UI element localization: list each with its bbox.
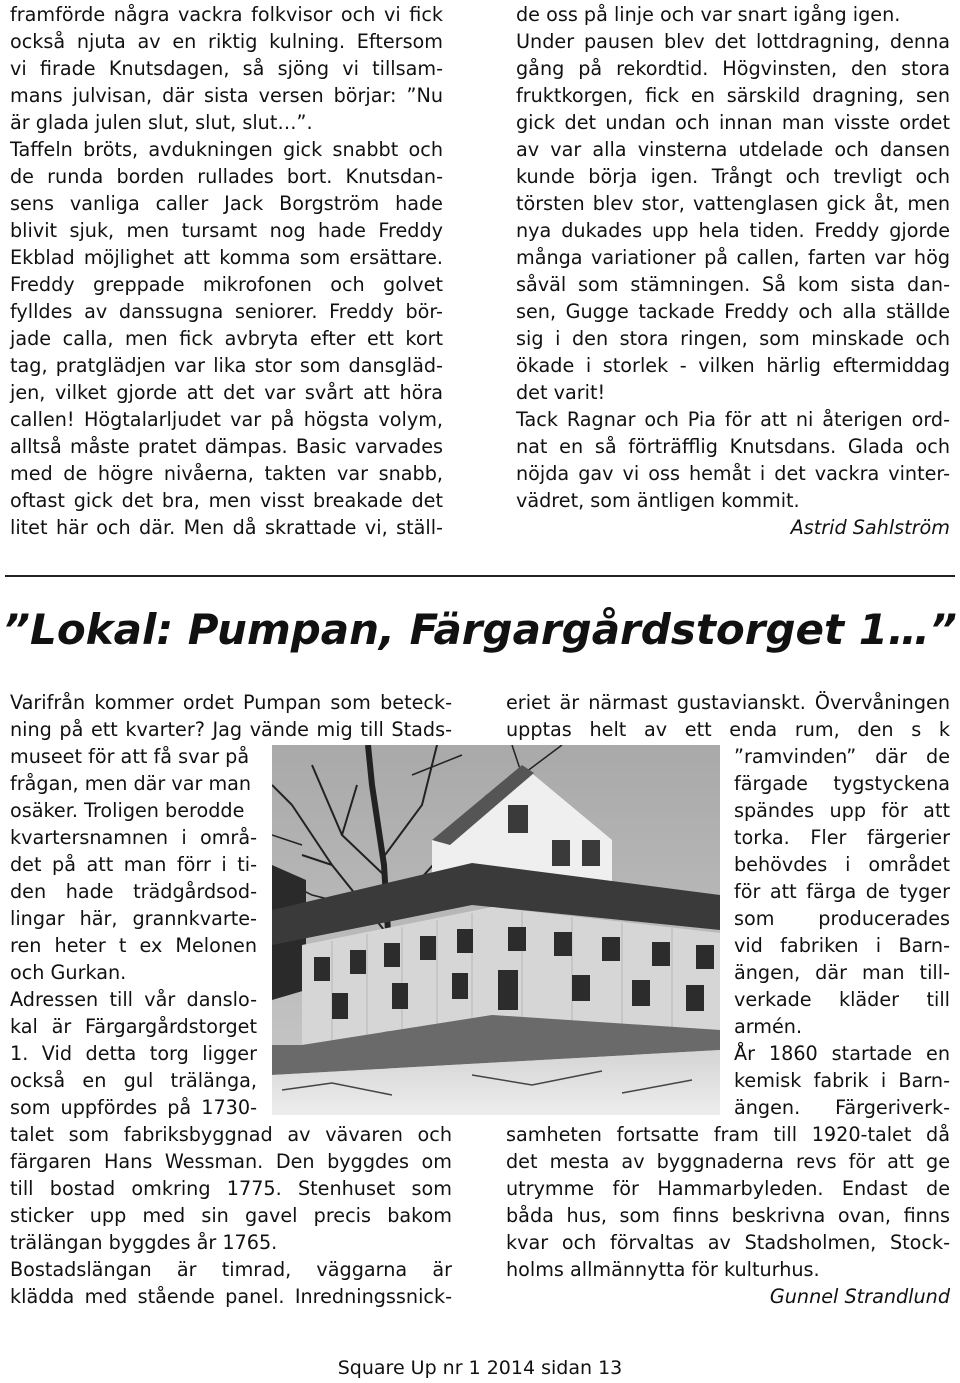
text-line: gång på rekordtid. Högvinsten, den stora: [516, 57, 950, 80]
building-photo: [272, 745, 720, 1115]
text-line: kvartersnamnen i områ-: [10, 826, 257, 849]
page-footer: Square Up nr 1 2014 sidan 13: [337, 1357, 623, 1379]
text-line: nöjda gav vi oss hemåt i det vackra vinter-: [516, 462, 950, 485]
text-line: eriet är närmast gustavianskt. Övervåningen: [506, 691, 950, 714]
text-line: sens vanliga caller Jack Borgström hade: [10, 192, 443, 215]
text-line: många variationer på callen, farten var hög: [516, 246, 950, 269]
text-line: klädda med stående panel. Inredningssnick-: [10, 1285, 452, 1308]
article1-author: Astrid Sahlström: [790, 516, 950, 539]
text-line: det mesta av byggnaderna revs för att ge: [506, 1150, 950, 1173]
text-line: spändes upp för att: [734, 799, 950, 822]
text-line: ökade i storlek - vilken härlig eftermiddag: [516, 354, 950, 377]
text-line: sig i den stora ringen, som minskade och: [516, 327, 950, 350]
text-line: och Gurkan.: [10, 961, 127, 984]
text-line: ”ramvinden” där de: [734, 745, 950, 768]
text-line: törsten blev stor, vattenglasen gick åt, men: [516, 192, 950, 215]
text-line: torka. Fler färgerier: [734, 826, 950, 849]
text-line: Freddy greppade mikrofonen och golvet: [10, 273, 443, 296]
text-line: det varit!: [516, 381, 606, 404]
text-line: ren heter t ex Melonen: [10, 934, 257, 957]
text-line: jen, vilket gjorde att det var svårt att höra: [10, 381, 443, 404]
text-line: av var alla vinsterna utdelade och dansen: [516, 138, 950, 161]
text-line: ängen, där man till-: [734, 961, 950, 984]
article2-author: Gunnel Strandlund: [769, 1285, 950, 1308]
text-line: Adressen till vår danslo-: [10, 988, 257, 1011]
text-line: osäker. Troligen berodde: [10, 799, 245, 822]
text-line: är glada julen slut, slut, slut…”.: [10, 111, 313, 134]
text-line: Bostadslängan är timrad, väggarna är: [10, 1258, 452, 1281]
text-line: blivit sjuk, men tursamt nog hade Freddy: [10, 219, 443, 242]
text-line: trälängan byggdes år 1765.: [10, 1231, 278, 1254]
text-line: Taffeln bröts, avdukningen gick snabbt och: [10, 138, 443, 161]
text-line: till bostad omkring 1775. Stenhuset som: [10, 1177, 452, 1200]
text-line: jade calla, men fick avbryta efter ett kort: [10, 327, 443, 350]
text-line: också en gul trälänga,: [10, 1069, 257, 1092]
text-line: armén.: [734, 1015, 803, 1038]
text-line: behövdes i området: [734, 853, 950, 876]
text-line: med de högre nivåerna, takten var snabb,: [10, 462, 443, 485]
text-line: nat en så förträfflig Knutsdans. Glada och: [516, 435, 950, 458]
text-line: färgade tygstyckena: [734, 772, 950, 795]
text-line: sticker upp med sin gavel precis bakom: [10, 1204, 452, 1227]
text-line: kal är Färgargårdstorget: [10, 1015, 257, 1038]
text-line: vädret, som äntligen kommit.: [516, 489, 800, 512]
text-line: talet som fabriksbyggnad av vävaren och: [10, 1123, 452, 1146]
text-line: ängen. Färgeriverk-: [734, 1096, 950, 1119]
text-line: fylldes av danssugna seniorer. Freddy bör-: [10, 300, 443, 323]
text-line: upptas helt av ett enda rum, den s k: [506, 718, 950, 741]
text-line: Tack Ragnar och Pia för att ni återigen ord-: [516, 408, 950, 431]
text-line: Under pausen blev det lottdragning, denna: [516, 30, 950, 53]
text-line: såväl som stämningen. Så kom sista dan-: [516, 273, 950, 296]
text-line: gick det undan och innan man visste ordet: [516, 111, 950, 134]
section-divider: [5, 575, 955, 577]
text-line: för att färga de tyger: [734, 880, 950, 903]
text-line: vid fabriken i Barn-: [734, 934, 950, 957]
text-line: färgaren Hans Wessman. Den byggdes om: [10, 1150, 452, 1173]
text-line: oftast gick det bra, men visst breakade det: [10, 489, 443, 512]
text-line: som producerades: [734, 907, 950, 930]
text-line: museet för att få svar på: [10, 745, 250, 768]
text-line: alltså måste pratet dämpas. Basic varvades: [10, 435, 443, 458]
text-line: kemisk fabrik i Barn-: [734, 1069, 950, 1092]
text-line: båda hus, som finns beskrivna ovan, finns: [506, 1204, 950, 1227]
text-line: de runda borden rullades bort. Knutsdan-: [10, 165, 443, 188]
text-line: Varifrån kommer ordet Pumpan som beteck-: [10, 691, 452, 714]
text-line: År 1860 startade en: [734, 1042, 950, 1065]
text-line: det på att man förr i ti-: [10, 853, 257, 876]
text-line: utrymme för Hammarbyleden. Endast de: [506, 1177, 950, 1200]
text-line: fruktkorgen, fick en särskild dragning, sen: [516, 84, 950, 107]
article2-headline: ”Lokal: Pumpan, Färgargårdstorget 1…”: [3, 605, 957, 654]
text-line: kvar och förvaltas av Stadsholmen, Stock-: [506, 1231, 950, 1254]
text-line: kunde börja igen. Trångt och trevligt och: [516, 165, 950, 188]
text-line: sen, Gugge tackade Freddy och alla ställde: [516, 300, 950, 323]
text-line: callen! Högtalarljudet var på högsta volym,: [10, 408, 443, 431]
text-line: litet här och där. Men då skrattade vi, ställ-: [10, 516, 443, 539]
text-line: vi firade Knutsdagen, så sjöng vi tillsam-: [10, 57, 443, 80]
text-line: Ekblad möjlighet att komma som ersättare.: [10, 246, 443, 269]
text-line: frågan, men där var man: [10, 772, 252, 795]
text-line: nya dukades upp hela tiden. Freddy gjorde: [516, 219, 950, 242]
text-line: samheten fortsatte fram till 1920-talet då: [506, 1123, 950, 1146]
text-line: de oss på linje och var snart igång igen.: [516, 3, 901, 26]
text-line: ning på ett kvarter? Jag vände mig till Stads-: [10, 718, 452, 741]
text-line: lingar här, grannkvarte-: [10, 907, 257, 930]
text-line: mans julvisan, där sista versen börjar: ”Nu: [10, 84, 443, 107]
text-line: som uppfördes på 1730-: [10, 1096, 257, 1119]
text-line: holms allmännytta för kulturhus.: [506, 1258, 820, 1281]
text-line: framförde några vackra folkvisor och vi fick: [10, 3, 443, 26]
text-line: också njuta av en riktig kulning. Eftersom: [10, 30, 443, 53]
text-line: verkade kläder till: [734, 988, 950, 1011]
text-line: den hade trädgårdsod-: [10, 880, 257, 903]
text-line: tag, pratglädjen var lika stor som dansgläd-: [10, 354, 443, 377]
text-line: 1. Vid detta torg ligger: [10, 1042, 257, 1065]
